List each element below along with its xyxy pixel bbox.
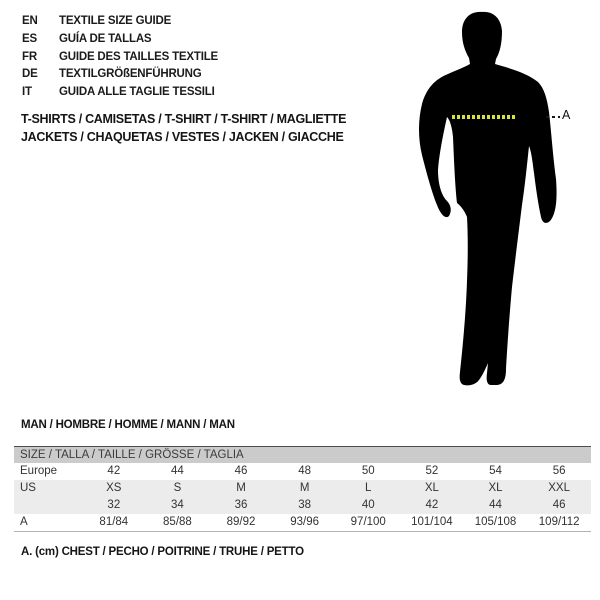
footnote-chest: A. (cm) CHEST / PECHO / POITRINE / TRUHE / PETTO (21, 546, 304, 558)
measure-label-a: A (562, 108, 571, 122)
table-cell: 85/88 (163, 516, 192, 528)
row-label: Europe (20, 465, 58, 477)
table-cell: M (236, 482, 246, 494)
table-cell: M (299, 482, 310, 494)
language-code: IT (22, 86, 32, 99)
table-cell: 81/84 (99, 516, 129, 528)
table-cell: 44 (171, 465, 184, 477)
table-cell: 101/104 (411, 516, 453, 528)
table-row-numeric (14, 497, 591, 514)
table-cell: L (365, 482, 372, 494)
table-cell: XXL (548, 482, 571, 494)
row-label (14, 497, 82, 514)
table-cell: 46 (552, 499, 566, 511)
language-label: GUÍA DE TALLAS (59, 32, 152, 45)
language-guide-list (22, 13, 218, 102)
table-cell: 97/100 (350, 516, 386, 528)
size-table-wrap (14, 446, 591, 532)
table-cell: 93/96 (290, 516, 320, 528)
language-code: EN (22, 15, 38, 27)
row-label: US (20, 482, 36, 494)
language-row (22, 49, 218, 67)
row-label: A (20, 516, 28, 528)
category-jackets-line: JACKETS / CHAQUETAS / VESTES / JACKEN / GIACCHE (21, 130, 344, 145)
table-cell: 89/92 (226, 516, 256, 528)
table-row-us (14, 480, 591, 497)
table-row-europe (14, 463, 591, 480)
measure-connector-line (546, 116, 560, 118)
table-header-row (14, 447, 591, 464)
table-cell: 44 (489, 499, 502, 511)
language-row (22, 84, 218, 102)
table-cell: 54 (489, 465, 502, 477)
language-code: FR (22, 50, 37, 63)
size-table (14, 446, 591, 532)
language-code: ES (22, 32, 37, 45)
language-label: TEXTILE SIZE GUIDE (59, 15, 172, 27)
language-label: GUIDA ALLE TAGLIE TESSILI (59, 86, 215, 99)
table-cell: 46 (234, 465, 248, 477)
language-row (22, 66, 218, 84)
man-silhouette (419, 12, 557, 385)
category-tshirts-line: T-SHIRTS / CAMISETAS / T-SHIRT / T-SHIRT / MAGLIETTE (21, 112, 347, 126)
language-label: TEXTILGRÖßENFÜHRUNG (59, 68, 202, 81)
table-cell: S (173, 482, 182, 494)
table-row-chest-a (14, 514, 591, 532)
table-cell: 50 (361, 465, 375, 477)
table-cell: 52 (425, 465, 439, 477)
language-row (22, 31, 218, 49)
table-cell: 32 (107, 499, 121, 511)
table-cell: 48 (298, 465, 312, 477)
table-cell: 36 (234, 499, 248, 511)
table-cell: 34 (171, 499, 184, 511)
table-cell: 56 (552, 465, 566, 477)
table-cell: 42 (107, 465, 121, 477)
table-cell: XL (488, 482, 503, 494)
table-cell: 109/112 (538, 516, 580, 528)
language-code: DE (22, 68, 38, 81)
size-table-header: SIZE / TALLA / TAILLE / GRÖSSE / TAGLIA (14, 447, 591, 464)
man-silhouette-figure (405, 5, 565, 395)
table-cell: XS (106, 482, 122, 494)
man-silhouette-svg (405, 5, 565, 395)
category-list (21, 110, 346, 147)
table-cell: 105/108 (474, 516, 517, 528)
table-cell: 42 (425, 499, 439, 511)
section-title-man: MAN / HOMBRE / HOMME / MANN / MAN (21, 419, 235, 431)
language-row (22, 13, 218, 31)
chest-measure-line (452, 115, 517, 119)
language-label: GUIDE DES TAILLES TEXTILE (59, 50, 218, 63)
table-cell: XL (424, 482, 439, 494)
table-cell: 38 (298, 499, 312, 511)
table-cell: 40 (361, 499, 375, 511)
